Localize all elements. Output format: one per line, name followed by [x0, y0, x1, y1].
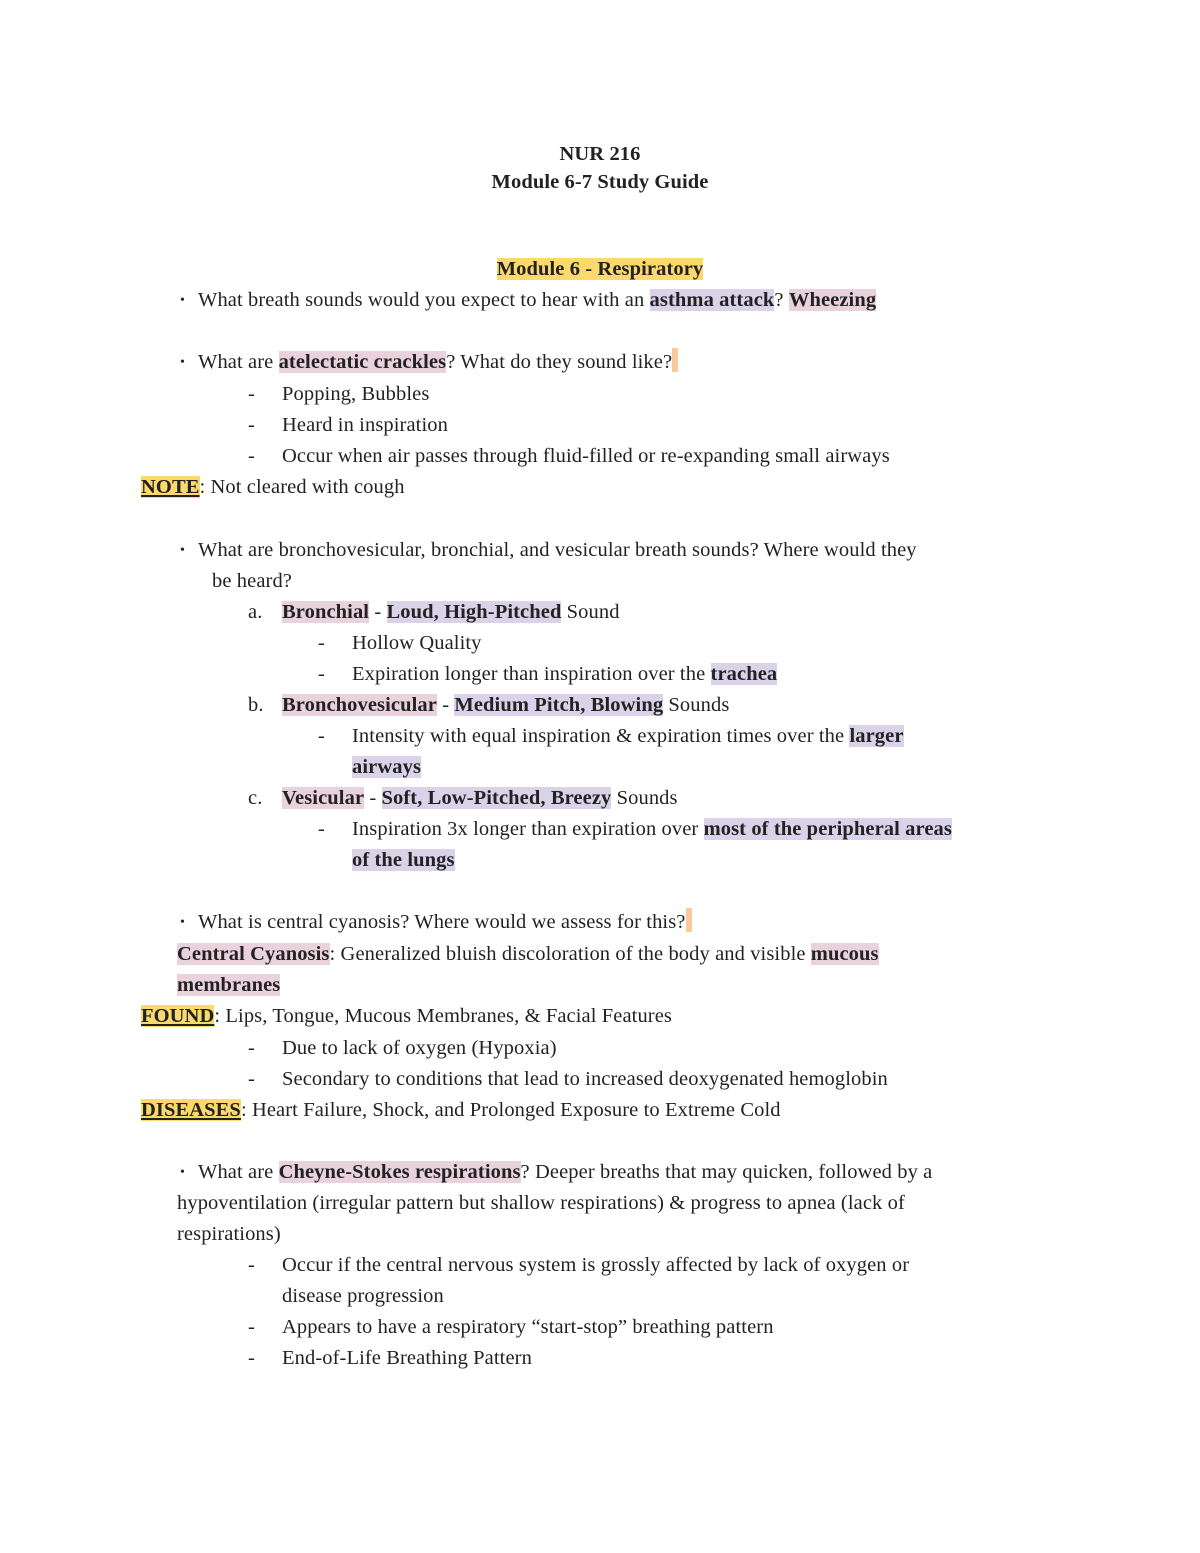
found-label: FOUND	[141, 1005, 215, 1027]
bullet-icon: •	[180, 543, 186, 558]
bullet-icon: •	[180, 915, 186, 930]
found-line: FOUND: Lips, Tongue, Mucous Membranes, & Facial Features	[141, 1005, 673, 1027]
list-item: - Popping, Bubbles	[248, 383, 430, 405]
question-crackles	[180, 348, 678, 377]
list-item-continuation: of the lungs	[352, 849, 455, 871]
note-text: : Not cleared with cough	[199, 476, 405, 498]
q2-term: atelectatic crackles	[278, 351, 447, 373]
q1-pre: What breath sounds would you expect to hear with an	[198, 289, 650, 311]
q4-question: What is central cyanosis? Where would we assess for this?	[198, 911, 686, 933]
list-item: - Due to lack of oxygen (Hypoxia)	[248, 1037, 557, 1059]
comment-marker	[686, 908, 692, 932]
comment-marker	[672, 348, 678, 372]
q2-post: ? What do they sound like?	[446, 351, 673, 373]
list-item: - Inspiration 3x longer than expiration over most of the peripheral areas	[318, 818, 952, 840]
list-item: - Heard in inspiration	[248, 414, 448, 436]
question-asthma	[180, 286, 876, 315]
list-item-continuation: disease progression	[282, 1285, 444, 1307]
bronchial-item: a. Bronchial - Loud, High-Pitched Sound	[248, 601, 620, 623]
list-item: - Appears to have a respiratory “start-stop” breathing pattern	[248, 1316, 774, 1338]
note-label: NOTE	[141, 476, 200, 498]
list-item-continuation: airways	[352, 756, 422, 778]
q1-term: asthma attack	[649, 289, 775, 311]
list-item: - End-of-Life Breathing Pattern	[248, 1347, 532, 1369]
list-item: - Secondary to conditions that lead to increased deoxygenated hemoglobin	[248, 1068, 888, 1090]
list-item: - Intensity with equal inspiration & expiration times over the larger	[318, 725, 904, 747]
bronchovesicular-item: b. Bronchovesicular - Medium Pitch, Blowing Sounds	[248, 694, 730, 716]
list-item: - Hollow Quality	[318, 632, 482, 654]
q1-mid: ?	[774, 289, 789, 311]
cyanosis-definition: Central Cyanosis: Generalized bluish discoloration of the body and visible mucous	[177, 943, 879, 965]
course-title: NUR 216	[559, 143, 641, 165]
note-line	[141, 473, 405, 501]
question-cheyne-stokes: • What are Cheyne-Stokes respirations? Deeper breaths that may quicken, followed by a	[180, 1158, 932, 1187]
list-item: - Occur when air passes through fluid-filled or re-expanding small airways	[248, 445, 890, 467]
list-item: - Expiration longer than inspiration over the trachea	[318, 663, 778, 685]
q3-line1: What are bronchovesicular, bronchial, and vesicular breath sounds? Where would they	[198, 539, 917, 561]
q1-answer: Wheezing	[788, 289, 877, 311]
diseases-line: DISEASES: Heart Failure, Shock, and Prolonged Exposure to Extreme Cold	[141, 1099, 781, 1121]
list-item: - Occur if the central nervous system is grossly affected by lack of oxygen or	[248, 1254, 910, 1276]
q3-line2: be heard?	[212, 570, 292, 592]
question-cyanosis	[180, 908, 692, 937]
bullet-icon: •	[180, 1165, 186, 1180]
bullet-icon: •	[180, 355, 186, 370]
diseases-label: DISEASES	[141, 1099, 241, 1121]
q5-line2: hypoventilation (irregular pattern but shallow respirations) & progress to apnea (lack of	[177, 1192, 905, 1214]
section-title-text: Module 6 - Respiratory	[496, 258, 704, 280]
q5-line3: respirations)	[177, 1223, 281, 1245]
q2-pre: What are	[198, 351, 279, 373]
document-subtitle: Module 6-7 Study Guide	[491, 171, 709, 193]
cyanosis-definition-cont: membranes	[177, 974, 281, 996]
question-breath-sounds	[180, 536, 917, 565]
vesicular-item: c. Vesicular - Soft, Low-Pitched, Breezy Sounds	[248, 787, 678, 809]
bullet-icon: •	[180, 293, 186, 308]
section-title	[0, 255, 1200, 283]
